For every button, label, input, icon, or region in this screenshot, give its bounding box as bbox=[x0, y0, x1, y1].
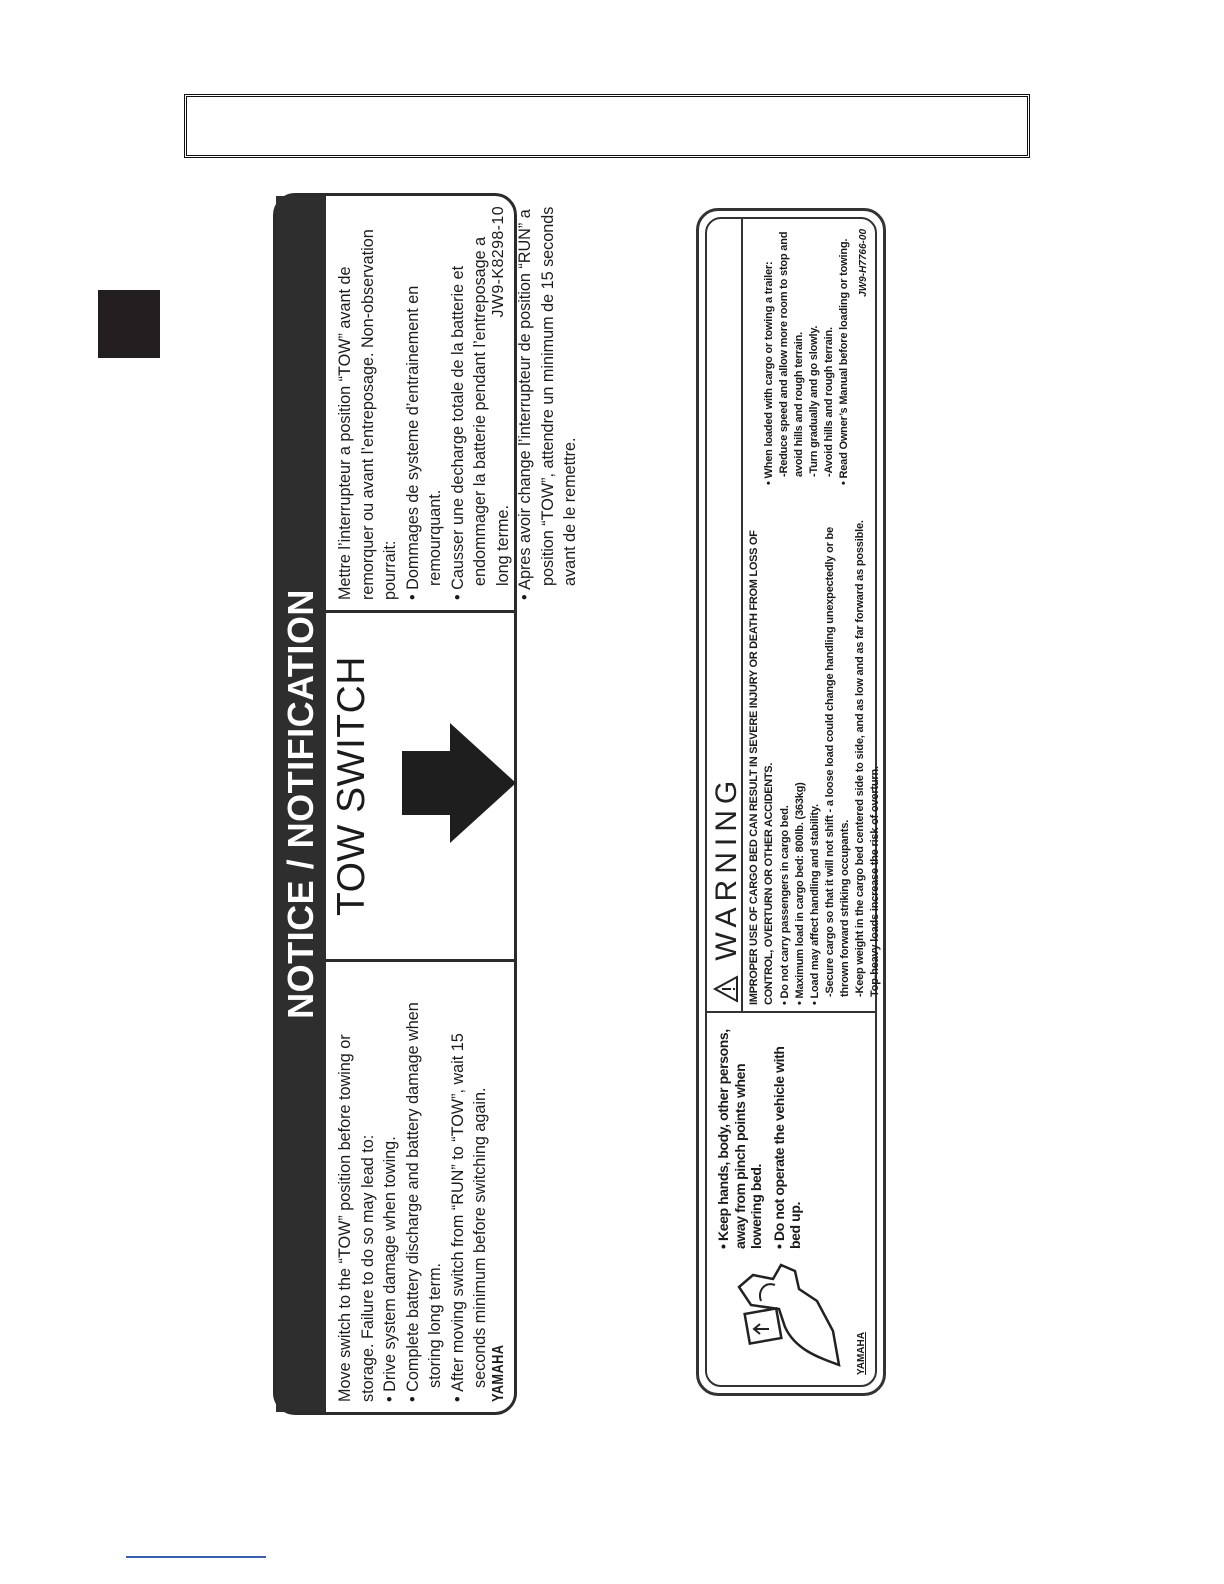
warning-body bbox=[743, 219, 881, 1011]
notice-english-column bbox=[326, 962, 514, 1412]
notice-part-code: JW9-K8298-10 bbox=[490, 206, 507, 318]
notice-title: NOTICE / NOTIFICATION bbox=[276, 196, 326, 1412]
notice-french-intro: Mettre l’interrupteur a position “TOW” avant de remorquer ou avant l’entreposage. Non-observation pourrait: bbox=[336, 229, 399, 600]
notice-english-bullet: • Drive system damage when towing. bbox=[379, 972, 402, 1402]
notice-english-intro: Move switch to the “TOW” position before towing or storage. Failure to do so may lead to: bbox=[336, 1034, 377, 1402]
arrow-down-icon bbox=[402, 723, 516, 843]
notice-tow-switch-panel bbox=[326, 610, 514, 962]
notice-english-bullet: • Complete battery discharge and battery damage when storing long term. bbox=[402, 972, 447, 1402]
warning-heading-text: WARNING bbox=[710, 774, 743, 961]
warning-line: • Load may affect handling and stability. bbox=[809, 804, 821, 1005]
warning-left-text bbox=[715, 1021, 810, 1249]
footer-link-rule bbox=[126, 1556, 266, 1558]
warning-inner-frame bbox=[705, 217, 881, 1387]
warning-heading bbox=[710, 775, 744, 1003]
warning-triangle-icon bbox=[713, 975, 739, 1003]
warning-line: • Maximum load in cargo bed: 800lb. (363kg) bbox=[794, 782, 806, 1005]
warning-yamaha-logo: YAMAHA bbox=[856, 1332, 867, 1375]
warning-text-column-2 bbox=[743, 219, 875, 491]
warning-line: • When loaded with cargo or towing a trailer: bbox=[763, 261, 775, 485]
warning-text-column-1 bbox=[743, 491, 881, 1011]
notice-french-bullet: • Causser une decharge totale de la batterie et endommager la batterie pendant l’entreposage a long terme. bbox=[447, 206, 515, 600]
warning-main-panel bbox=[707, 219, 881, 1011]
warning-line: -Keep weight in the cargo bed centered side to side, and as low and as far forward as possible. Top-heavy loads increase the risk of overturn. bbox=[854, 520, 881, 997]
warning-lead: IMPROPER USE OF CARGO BED CAN RESULT IN SEVERE INJURY OR DEATH FROM LOSS OF CONTROL, OVERTURN OR OTHER ACCIDENTS. bbox=[748, 530, 775, 1005]
warning-part-code: JW9-H7766-00 bbox=[858, 229, 869, 297]
warning-line: • Read Owner’s Manual before loading or towing. bbox=[838, 238, 850, 485]
tow-switch-title: TOW SWITCH bbox=[330, 656, 373, 916]
warning-left-bullet: • Do not operate the vehicle with bed up. bbox=[770, 1046, 803, 1249]
notice-french-bullet: • Dommages de systeme d’entrainement en remourquant. bbox=[402, 206, 447, 600]
warning-header bbox=[707, 219, 743, 1011]
tow-switch-notice-label bbox=[273, 193, 579, 1415]
pinch-hazard-hand-icon bbox=[721, 1259, 851, 1371]
warning-pinch-panel bbox=[707, 1011, 875, 1385]
yamaha-brand: YAMAHA bbox=[490, 1344, 507, 1402]
section-tab-marker bbox=[98, 290, 160, 358]
notice-body bbox=[326, 196, 579, 1412]
cargo-bed-warning-label bbox=[696, 208, 886, 1396]
notice-english-bullet: • After moving switch from “RUN” to “TOW”, wait 15 seconds minimum before switching again. bbox=[447, 972, 492, 1402]
warning-line: -Secure cargo so that it will not shift - a loose load could change handling unexpectedly or be thrown forward striking occupants. bbox=[824, 527, 851, 997]
warning-line: -Avoid hills and rough terrain. bbox=[823, 327, 835, 477]
warning-line: -Reduce speed and allow more room to stop and avoid hills and rough terrain. bbox=[778, 231, 805, 477]
warning-line: -Turn gradually and go slowly. bbox=[808, 325, 820, 477]
page-header-box bbox=[184, 94, 1030, 158]
notice-french-column bbox=[326, 196, 579, 610]
warning-line: • Do not carry passengers in cargo bed. bbox=[779, 805, 791, 1005]
notice-french-bullet: • Apres avoir change l’interrupteur de position “RUN” a position “TOW”, attendre un minimum de 15 seconds avant de le remettre. bbox=[514, 206, 582, 600]
warning-left-bullet: • Keep hands, body, other persons, away from pinch points when lowering bed. bbox=[715, 1029, 764, 1249]
